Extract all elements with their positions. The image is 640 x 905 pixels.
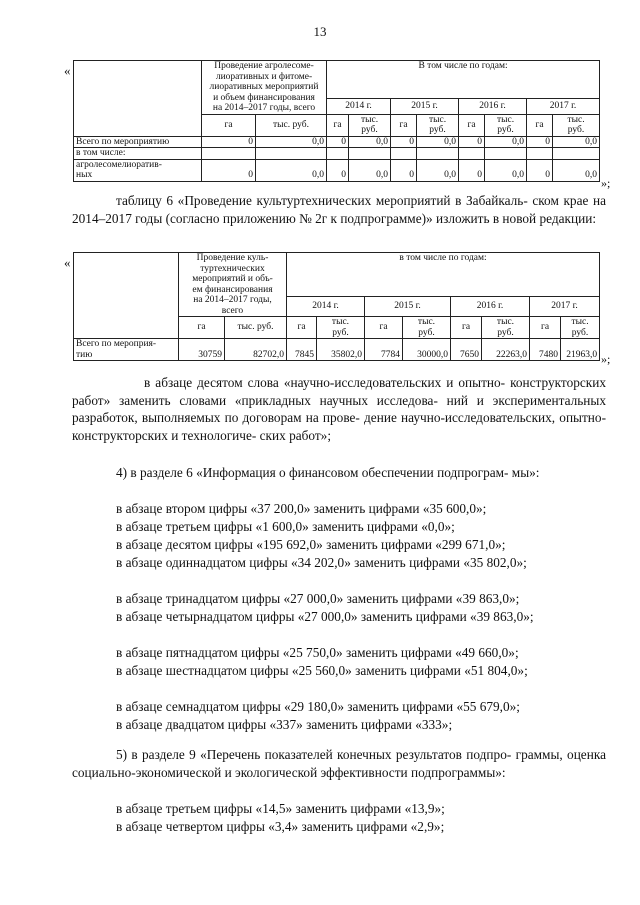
paragraph-section6: 4) в разделе 6 «Информация о финансовом обеспечении подпрограм- мы»: (116, 465, 540, 480)
table1-header-years: В том числе по годам: (327, 61, 600, 99)
table2-unit-rub-total: тыс. руб. (225, 317, 287, 339)
table2-header-main: Проведение куль- туртехнических мероприятий и объ- ем финансирования на 2014–2017 годы, всего (179, 253, 287, 317)
close-quote-1: »; (601, 176, 611, 190)
table2-unit-rub: тыс. руб. (317, 317, 365, 339)
row-label: агролесомелиоратив- ных (74, 159, 202, 181)
open-quote-1: « (64, 63, 71, 78)
change-item: в абзаце третьем цифры «14,5» заменить цифрами «13,9»; (116, 801, 445, 816)
change-item: в абзаце третьем цифры «1 600,0» заменить цифрами «0,0»; (116, 519, 455, 534)
table2-unit-ha-total: га (179, 317, 225, 339)
table-cultural-technical-measures (73, 252, 600, 361)
table-row: Всего по мероприя- тию 30759 82702,0 7845 35802,0 7784 30000,0 7650 22263,0 7480 21963,0 (74, 339, 600, 361)
table1-year-2017: 2017 г. (527, 98, 600, 114)
table2-year-2017: 2017 г. (530, 296, 600, 316)
table-row: агролесомелиоратив- ных 0 0,0 0 0,0 0 0,0 0 0,0 0 0,0 (74, 159, 600, 181)
table2-year-2016: 2016 г. (451, 296, 530, 316)
table1-unit-ha: га (459, 114, 485, 136)
table2-unit-ha: га (287, 317, 317, 339)
table1-unit-ha: га (527, 114, 553, 136)
table1-unit-ha: га (327, 114, 349, 136)
table-row: Всего по мероприятию 0 0,0 0 0,0 0 0,0 0 0,0 0 0,0 (74, 136, 600, 148)
table1-unit-rub: тыс. руб. (349, 114, 391, 136)
change-item: в абзаце пятнадцатом цифры «25 750,0» заменить цифрами «49 660,0»; (116, 645, 519, 660)
table1-header-main: Проведение агролесоме- лиоративных и фитоме- лиоративных мероприятий и объем финансирования на 2014–2017 годы, всего (202, 61, 327, 115)
table2-unit-rub: тыс. руб. (403, 317, 451, 339)
change-item: в абзаце тринадцатом цифры «27 000,0» заменить цифрами «39 863,0»; (116, 591, 520, 606)
change-item: в абзаце десятом цифры «195 692,0» заменить цифрами «299 671,0»; (116, 537, 506, 552)
change-item: в абзаце шестнадцатом цифры «25 560,0» заменить цифрами «51 804,0»; (116, 663, 528, 678)
row-label: в том числе: (74, 148, 202, 160)
table2-unit-ha: га (530, 317, 561, 339)
row-label: Всего по мероприя- тию (74, 339, 179, 361)
table2-year-2015: 2015 г. (365, 296, 451, 316)
change-item: в абзаце одиннадцатом цифры «34 202,0» заменить цифрами «35 802,0»; (116, 555, 527, 570)
table1-unit-rub: тыс. руб. (417, 114, 459, 136)
table1-unit-ha-total: га (202, 114, 256, 136)
paragraph-section9: 5) в разделе 9 «Перечень показателей конечных результатов подпро- граммы, оценка социально-экономической и экологической эффективности подпрограммы»: (72, 747, 606, 780)
table2-unit-rub: тыс. руб. (482, 317, 530, 339)
table1-corner (74, 61, 202, 137)
table1-year-2015: 2015 г. (391, 98, 459, 114)
table2-unit-ha: га (451, 317, 482, 339)
change-item: в абзаце четырнадцатом цифры «27 000,0» заменить цифрами «39 863,0»; (116, 609, 534, 624)
table1-unit-rub-total: тыс. руб. (256, 114, 327, 136)
table1-year-2014: 2014 г. (327, 98, 391, 114)
change-item: в абзаце втором цифры «37 200,0» заменить цифрами «35 600,0»; (116, 501, 487, 516)
table1-unit-ha: га (391, 114, 417, 136)
table2-year-2014: 2014 г. (287, 296, 365, 316)
table1-year-2016: 2016 г. (459, 98, 527, 114)
paragraph-table6: таблицу 6 «Проведение культуртехнических мероприятий в Забайкаль- ском крае на 2014–2017 годы (согласно приложению № 2г к подпрограмме)» изложить в новой редакции: (72, 193, 606, 226)
table1-unit-rub: тыс. руб. (553, 114, 600, 136)
open-quote-2: « (64, 255, 71, 270)
row-label: Всего по мероприятию (74, 136, 202, 148)
change-item: в абзаце двадцатом цифры «337» заменить цифрами «333»; (116, 717, 453, 732)
change-item: в абзаце четвертом цифры «3,4» заменить цифрами «2,9»; (116, 819, 445, 834)
table2-header-years: в том числе по годам: (287, 253, 600, 297)
table2-unit-ha: га (365, 317, 403, 339)
change-item: в абзаце семнадцатом цифры «29 180,0» заменить цифрами «55 679,0»; (116, 699, 520, 714)
close-quote-2: »; (601, 352, 611, 366)
table1-unit-rub: тыс. руб. (485, 114, 527, 136)
page-number: 13 (313, 24, 327, 39)
table-agro-forest-measures (73, 60, 600, 182)
table2-corner (74, 253, 179, 339)
table2-unit-rub: тыс. руб. (561, 317, 600, 339)
paragraph-abzac10: в абзаце десятом слова «научно-исследовательских и опытно- конструкторских работ» заменить словами «прикладных научных исследова- ний и экспериментальных разработок, выполняемых по договорам на прове- дение научно-исследовательских, опытно-конструкторских и технологиче- ских работ»; (72, 375, 606, 443)
table-row (74, 148, 600, 160)
